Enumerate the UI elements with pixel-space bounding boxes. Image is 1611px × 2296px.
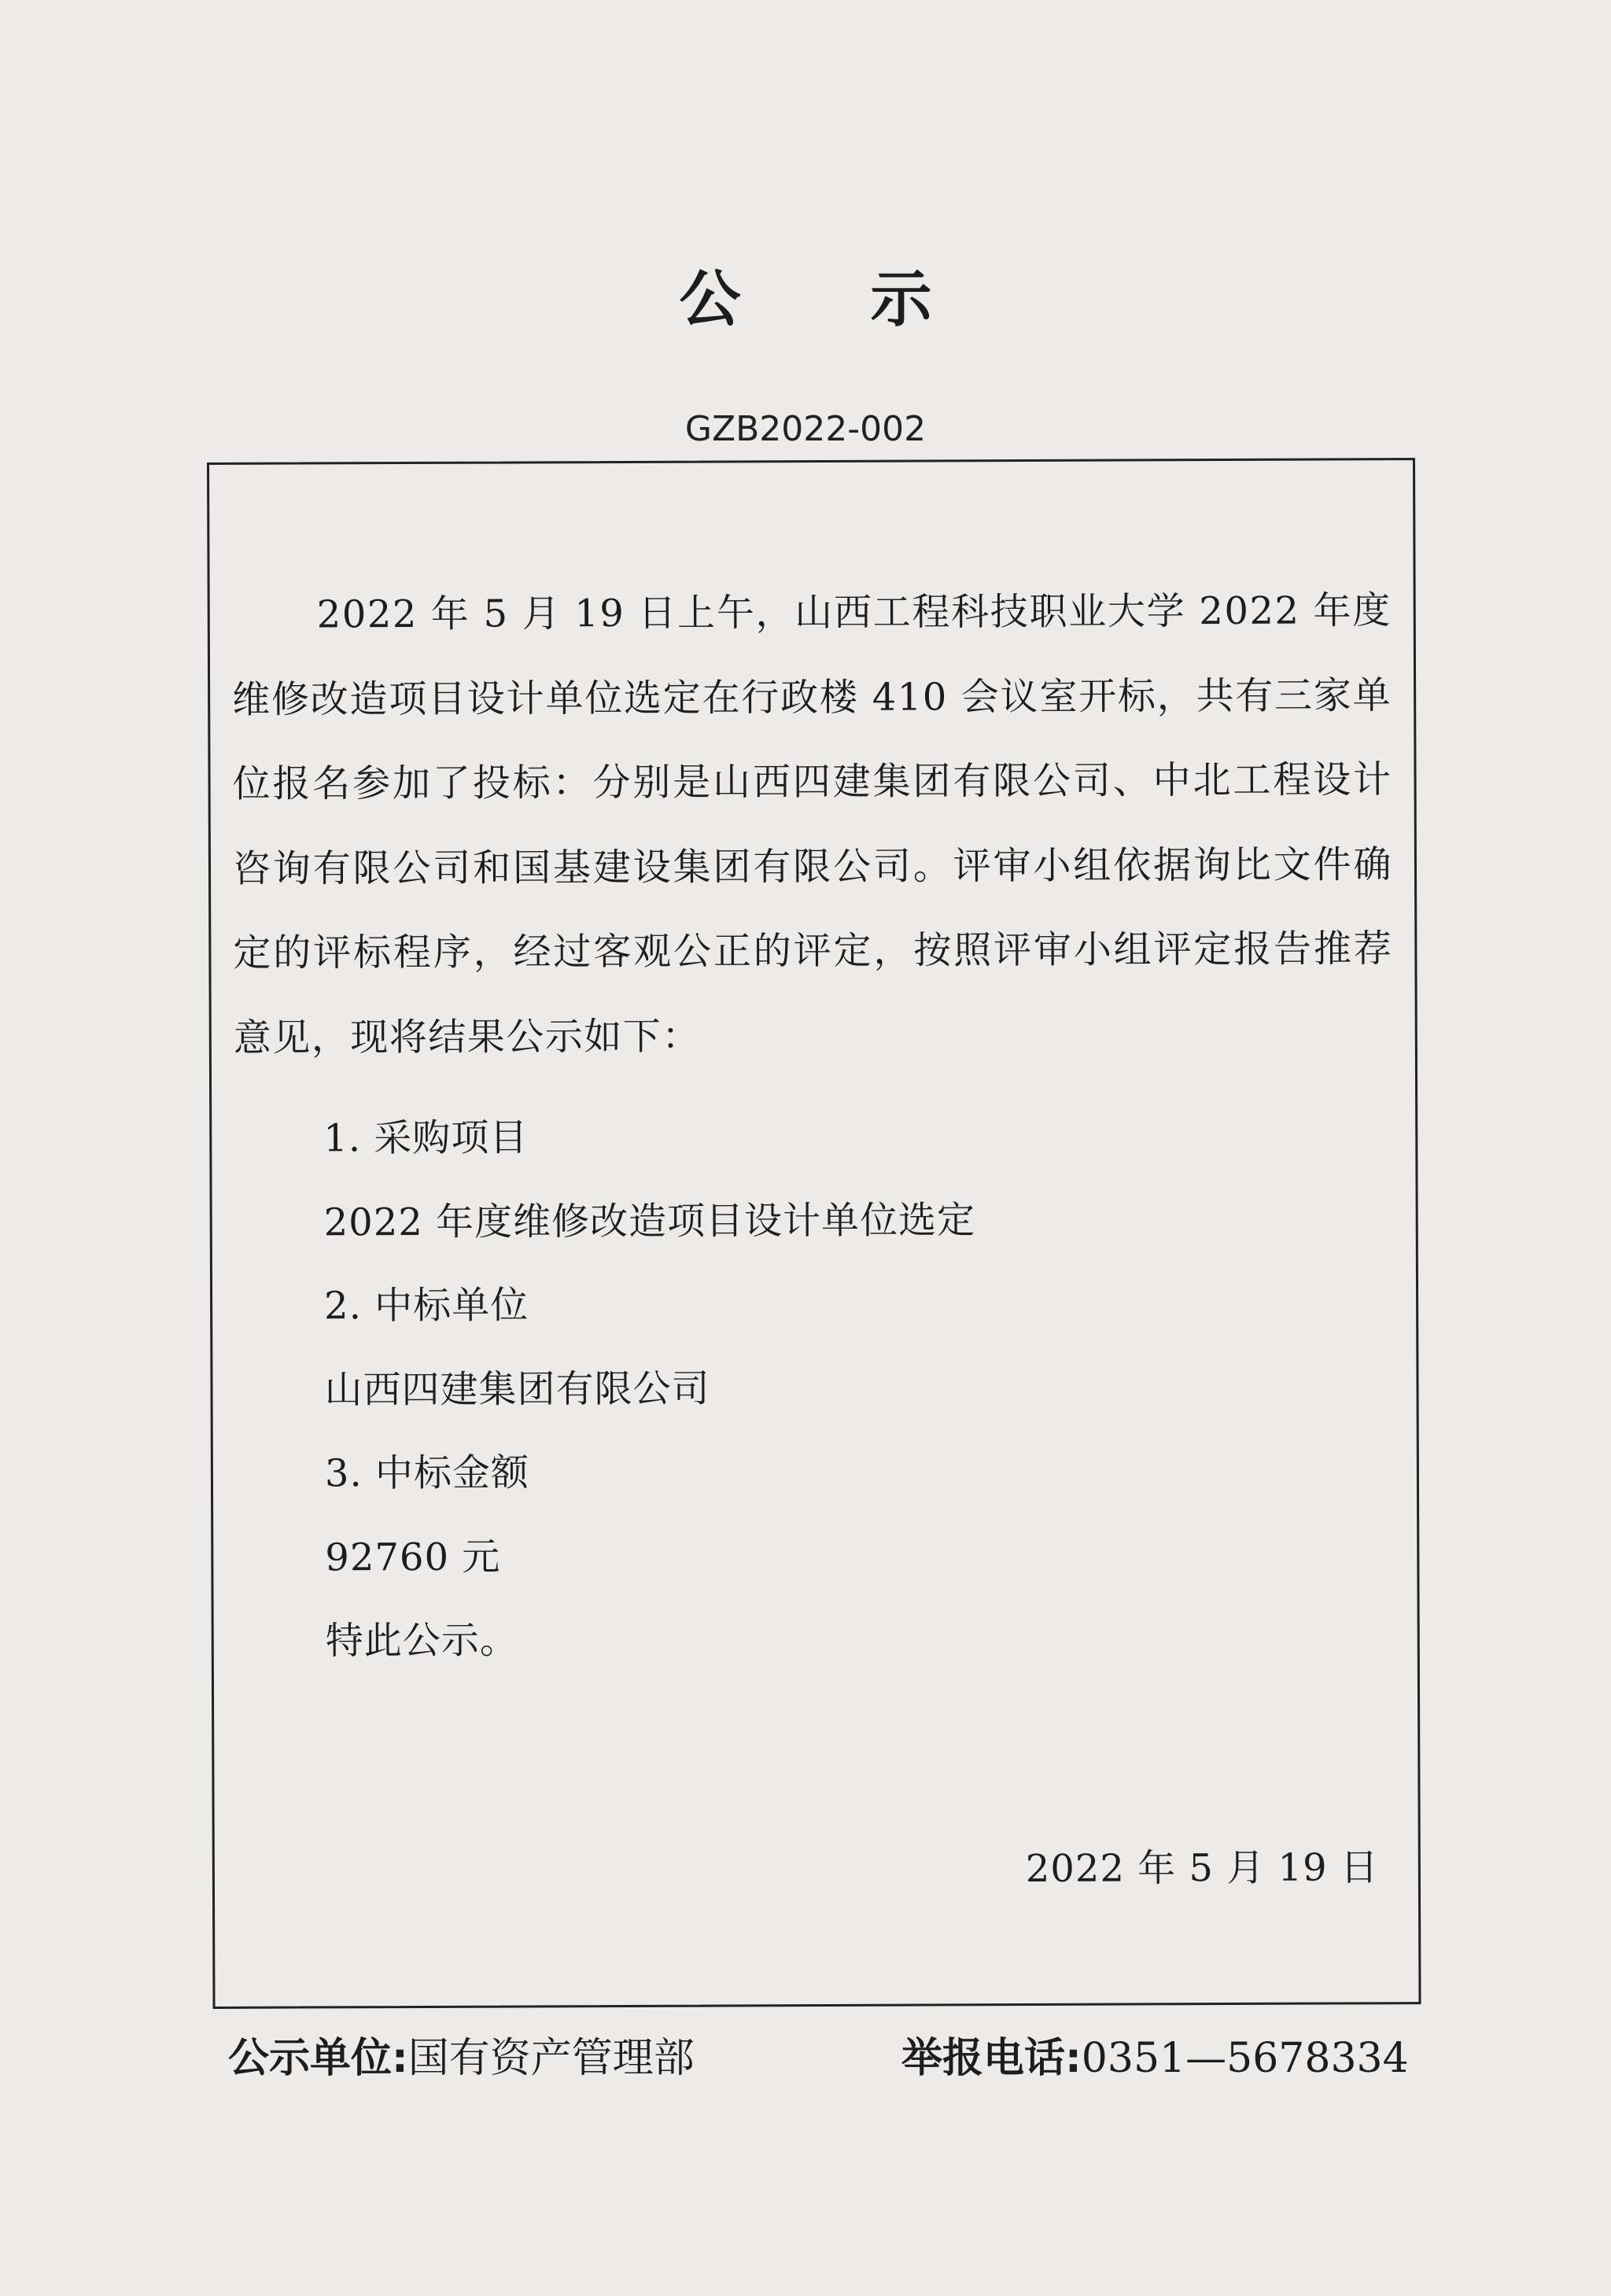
publisher-label: 公示单位: <box>228 2035 408 2082</box>
publisher-info <box>228 2025 695 2084</box>
hotline-label: 举报电话: <box>901 2035 1082 2082</box>
item-2-value: 山西四建集团有限公司 <box>324 1366 710 1413</box>
notice-title <box>0 250 1611 338</box>
item-1-value: 2022 年度维修改造项目设计单位选定 <box>323 1198 976 1245</box>
title-char-2: 示 <box>870 264 932 335</box>
closing-line: 特此公示。 <box>325 1618 518 1664</box>
notice-date: 2022 年 5 月 19 日 <box>1025 1845 1379 1892</box>
intro-paragraph: 2022 年 5 月 19 日上午，山西工程科技职业大学 2022 年度维修改造项目设计单位选定在行政楼 410 会议室开标，共有三家单位报名参加了投标：分别是山西四建集团有限公司、中北工程设计咨询有限公司和国基建设集团有限公司。评审小组依据询比文件确定的评标程序，经过客观公正的评定，按照评审小组评定报告推荐意见，现将结果公示如下： <box>232 588 1393 1060</box>
hotline-info <box>901 2025 1409 2084</box>
document-number: GZB2022-002 <box>684 409 927 449</box>
publisher-value: 国有资产管理部 <box>407 2035 695 2082</box>
notice-content-box <box>207 458 1421 2009</box>
item-3-heading: 3. 中标金额 <box>324 1450 530 1496</box>
title-char-1: 公 <box>679 264 741 335</box>
item-2-heading: 2. 中标单位 <box>324 1283 529 1329</box>
hotline-value: 0351—5678334 <box>1081 2035 1409 2082</box>
item-1-heading: 1. 采购项目 <box>323 1115 529 1161</box>
item-3-value: 92760 元 <box>325 1535 501 1580</box>
